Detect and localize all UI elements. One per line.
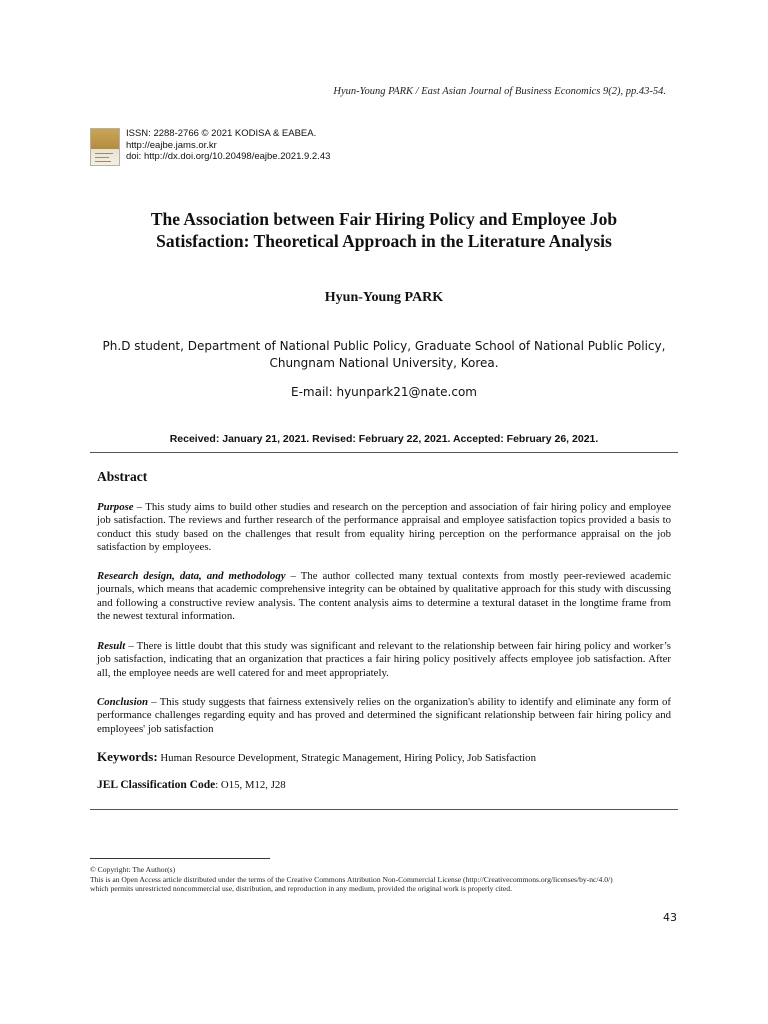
keywords-label: Keywords: [97, 749, 158, 764]
purpose-text: – This study aims to build other studies and research on the perception and association of fair hiring policy and employee job satisfaction. The reviews and further research of the performance appraisal and employee satisfaction topics provided a basis to conduct this study based on the challenges that result from equality hiring perception on the performance appraisal on the job satisfaction by employees. [97, 501, 671, 553]
conclusion-label: Conclusion [97, 696, 149, 708]
doi-line[interactable]: doi: http://dx.doi.org/10.20498/eajbe.2021.9.2.43 [126, 151, 331, 162]
abstract-heading: Abstract [97, 469, 148, 484]
journal-url[interactable]: http://eajbe.jams.or.kr [126, 139, 217, 151]
jel-label: JEL Classification Code [97, 779, 216, 791]
article-title [90, 208, 678, 252]
design-label: Research design, data, and methodology [97, 570, 286, 582]
author-name: Hyun-Young PARK [324, 290, 444, 305]
abstract-conclusion [97, 696, 671, 736]
running-head: Hyun-Young PARK / East Asian Journal of Business Economics 9(2), pp.43-54. [333, 86, 666, 97]
abstract-design [97, 570, 671, 623]
bottom-divider [90, 809, 678, 810]
page-number: 43 [663, 911, 677, 924]
title-line-1: The Association between Fair Hiring Policy and Employee Job [150, 209, 618, 229]
design-text: – The author collected many textual contexts from mostly peer-reviewed academic journals, which means that academic comprehensive integrity can be obtained by qualitative approach for this study with discussing and following a constructive review analysis. The content analysis aims to determine a textural dataset in the longtime frame from the newest textural information. [97, 570, 671, 622]
journal-logo [90, 128, 120, 166]
affiliation-line-1: Ph.D student, Department of National Public Policy, Graduate School of National Public Policy, [102, 339, 666, 353]
copyright-line: © Copyright: The Author(s) [90, 865, 176, 874]
author-affiliation [90, 338, 678, 372]
issn-line: ISSN: 2288-2766 © 2021 KODISA & EABEA. [126, 128, 317, 139]
abstract-purpose [97, 501, 671, 554]
result-text: – There is little doubt that this study was significant and relevant to the relationship between fair hiring policy and worker’s job satisfaction, indicating that an organization that practices a fair hiring policy positively affects employee job satisfaction. After all, the employee needs are well catered for and meet appropriately. [97, 640, 671, 679]
purpose-label: Purpose [97, 501, 134, 513]
jel-text: : O15, M12, J28 [215, 779, 286, 791]
conclusion-text: – This study suggests that fairness extensively relies on the organization's ability to identify and eliminate any form of performance challenges regarding equity and has proved and determined the significant relationship between fair hiring policy and employees' job satisfaction [97, 696, 671, 735]
keywords [97, 749, 536, 765]
license-line-2: which permits unrestricted noncommercial use, distribution, and reproduction in any medium, provided the original work is properly cited. [90, 884, 512, 894]
footnote-rule [90, 858, 270, 859]
title-line-2: Satisfaction: Theoretical Approach in the Literature Analysis [156, 231, 612, 251]
abstract-result [97, 640, 671, 680]
license-line-1: This is an Open Access article distributed under the terms of the Creative Commons Attribution Non-Commercial License (http://Creativecommons.org/licenses/by-nc/4.0/) [90, 874, 613, 884]
top-divider [90, 452, 678, 453]
copyright-footnote [90, 865, 690, 894]
jel-codes [97, 779, 286, 791]
result-label: Result [97, 640, 126, 652]
journal-info [126, 128, 330, 163]
keywords-text: Human Resource Development, Strategic Management, Hiring Policy, Job Satisfaction [157, 752, 536, 764]
author-email[interactable]: E-mail: hyunpark21@nate.com [290, 385, 477, 399]
submission-dates: Received: January 21, 2021. Revised: February 22, 2021. Accepted: February 26, 2021. [169, 433, 599, 445]
affiliation-line-2: Chungnam National University, Korea. [269, 356, 499, 370]
